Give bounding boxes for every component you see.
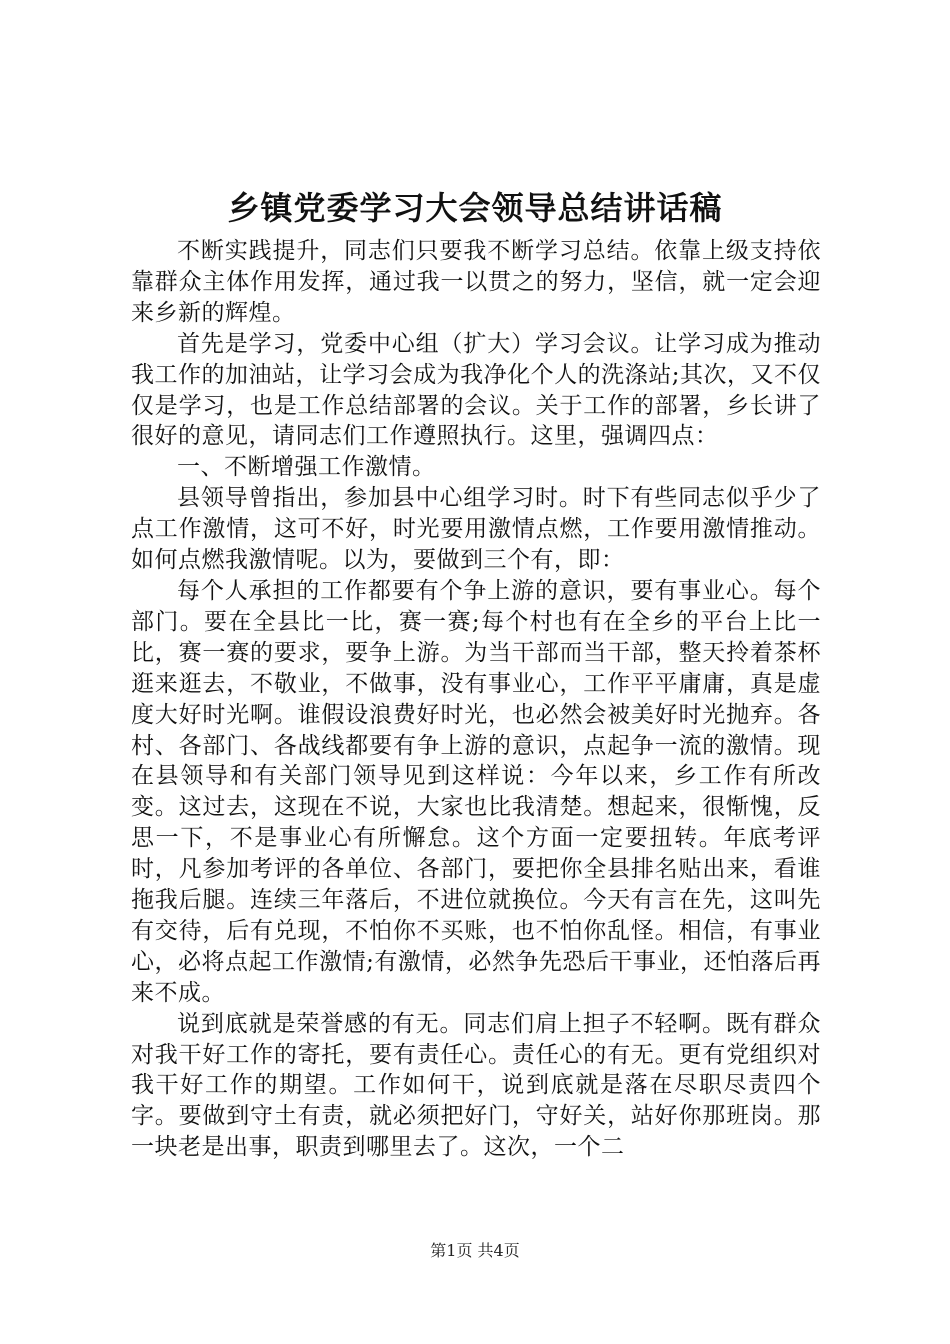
- paragraph: 说到底就是荣誉感的有无。同志们肩上担子不轻啊。既有群众对我干好工作的寄托，要有责任心。责任心的有无。更有党组织对我干好工作的期望。工作如何干，说到底就是落在尽职尽责四个字。要做到守土有责，就必须把好门，守好关，站好你那班岗。那一块老是出事，职责到哪里去了。这次，一个二: [131, 1010, 821, 1161]
- document-title: 乡镇党委学习大会领导总结讲话稿: [227, 189, 723, 227]
- section-heading: 一、不断增强工作激情。: [177, 454, 436, 481]
- document-body: [131, 236, 821, 1163]
- paragraph: 首先是学习，党委中心组（扩大）学习会议。让学习成为推动我工作的加油站，让学习会成为我净化个人的洗涤站;其次，又不仅仅是学习，也是工作总结部署的会议。关于工作的部署，乡长讲了很好的意见，请同志们工作遵照执行。这里，强调四点：: [131, 330, 821, 450]
- paragraph: 县领导曾指出，参加县中心组学习时。时下有些同志似乎少了点工作激情，这可不好，时光要用激情点燃，工作要用激情推动。如何点燃我激情呢。以为，要做到三个有，即：: [131, 485, 821, 574]
- paragraph: 不断实践提升，同志们只要我不断学习总结。依靠上级支持依靠群众主体作用发挥，通过我一以贯之的努力，坚信，就一定会迎来乡新的辉煌。: [131, 238, 821, 326]
- page-number: 第1页 共4页: [430, 1241, 520, 1260]
- paragraph: 每个人承担的工作都要有个争上游的意识，要有事业心。每个部门。要在全县比一比，赛一赛;每个村也有在全乡的平台上比一比，赛一赛的要求，要争上游。为当干部而当干部，整天拎着茶杯逛来逛去，不敬业，不做事，没有事业心，工作平平庸庸，真是虚度大好时光啊。谁假设浪费好时光，也必然会被美好时光抛弃。各村、各部门、各战线都要有争上游的意识，点起争一流的激情。现在县领导和有关部门领导见到这样说：今年以来，乡工作有所改变。这过去，这现在不说，大家也比我清楚。想起来，很惭愧，反思一下，不是事业心有所懈怠。这个方面一定要扭转。年底考评时，凡参加考评的各单位、各部门，要把你全县排名贴出来，看谁拖我后腿。连续三年落后，不进位就换位。今天有言在先，这叫先有交待，后有兑现，不怕你不买账，也不怕你乱怪。相信，有事业心，必将点起工作激情;有激情，必然争先恐后干事业，还怕落后再来不成。: [131, 577, 821, 1006]
